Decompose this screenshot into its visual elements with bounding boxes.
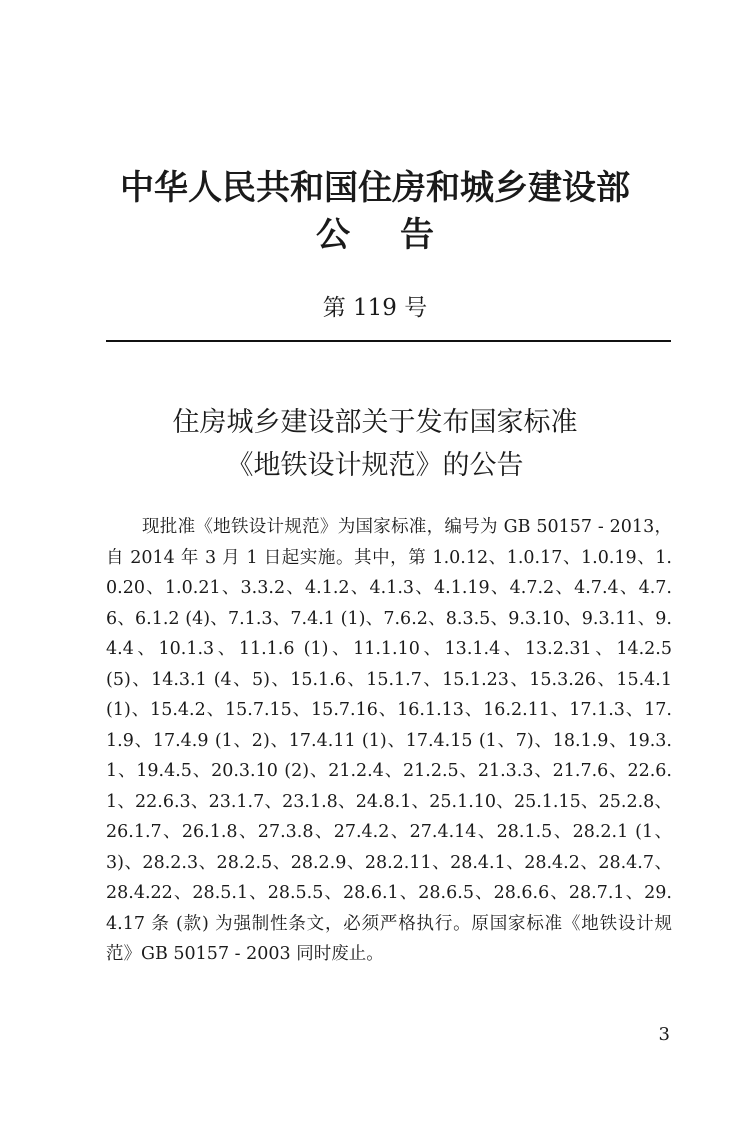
notice-number: 第 119 号 <box>322 295 428 321</box>
header-divider <box>106 340 671 342</box>
page-number: 3 <box>658 1024 670 1045</box>
announcement-body: 现批准《地铁设计规范》为国家标准，编号为 GB 50157 - 2013，自 2014 年 3 月 1 日起实施。其中，第 1.0.12、1.0.17、1.0.19、1.0.20、1.0.21、3.3.2、4.1.2、4.1.3、4.1.19、4.7.2、4.7.4、4.7.6、6.1.2 (4)、7.1.3、7.4.1 (1)、7.6.2、8.3.5、9.3.10、9.3.11、9.4.4、10.1.3、11.1.6 (1)、11.1.10、13.1.4、13.2.31、14.2.5 (5)、14.3.1 (4、5)、15.1.6、15.1.7、15.1.23、15.3.26、15.4.1 (1)、15.4.2、15.7.15、15.7.16、16.1.13、16.2.11、17.1.3、17.1.9、17.4.9 (1、2)、17.4.11 (1)、17.4.15 (1、7)、18.1.9、19.3.1、19.4.5、20.3.10 (2)、21.2.4、21.2.5、21.3.3、21.7.6、22.6.1、22.6.3、23.1.7、23.1.8、24.8.1、25.1.10、25.1.15、25.2.8、26.1.7、26.1.8、27.3.8、27.4.2、27.4.14、28.1.5、28.2.1 (1、3)、28.2.3、28.2.5、28.2.9、28.2.11、28.4.1、28.4.2、28.4.7、28.4.22、28.5.1、28.5.5、28.6.1、28.6.5、28.6.6、28.7.1、29.4.17 条 (款) 为强制性条文，必须严格执行。原国家标准《地铁设计规范》GB 50157 - 2003 同时废止。 <box>106 517 672 964</box>
subject-line-2: 《地铁设计规范》的公告 <box>226 450 524 481</box>
issuing-authority-title: 中华人民共和国住房和城乡建设部 <box>120 168 630 208</box>
subject-line-1: 住房城乡建设部关于发布国家标准 <box>172 407 578 438</box>
notice-title: 公告 <box>316 215 484 255</box>
